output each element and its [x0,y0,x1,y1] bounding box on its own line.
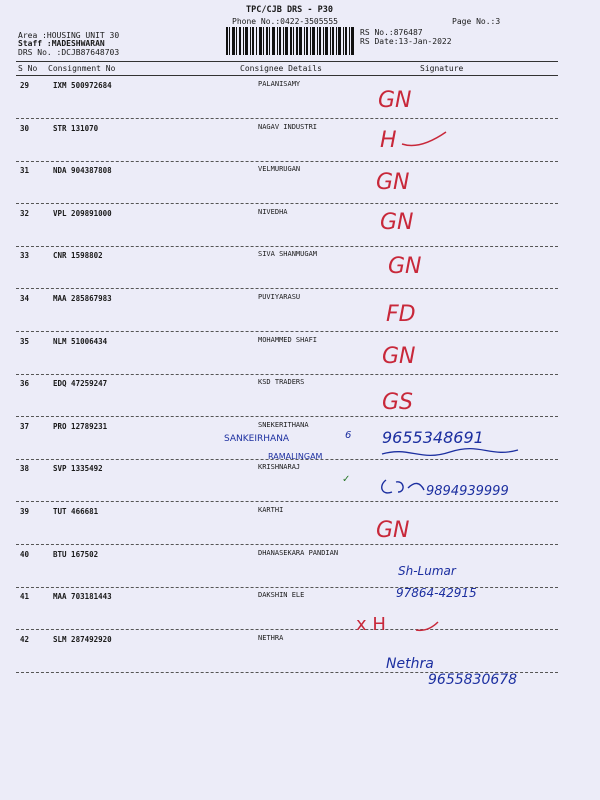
signature-row-36: GS [382,390,414,415]
row-divider [16,374,558,375]
row-sno: 32 [20,209,30,218]
row-consignee-name: SNEKERITHANA [258,421,309,429]
row-divider [16,246,558,247]
col-consignee: Consignee Details [240,64,322,73]
signature-row-32: GN [380,210,414,235]
row-consignment-no: PRO 12789231 [53,422,108,431]
row-sno: 33 [20,251,30,260]
row-consignee-name: NIVEDHA [258,208,288,216]
signature-row-31: GN [376,170,410,195]
signature-row-40: 97864-42915 [396,586,477,600]
row-sno: 36 [20,379,30,388]
signature-row-35: GN [382,344,416,369]
row-consignment-no: EDQ 47259247 [53,379,108,388]
check-mark-row-38: ✓ [342,474,351,485]
row-consignment-no: SLM 287492920 [53,635,112,644]
page-number: Page No.:3 [452,17,501,26]
row-sno: 41 [20,592,30,601]
signature-row-37: 9655348691 [382,428,484,447]
signature-row-33: GN [388,254,422,279]
row-consignment-no: STR 131070 [53,124,99,133]
phone-number: Phone No.:0422-3505555 [232,17,338,26]
row-consignment-no: IXM 500972684 [53,81,112,90]
row-sno: 34 [20,294,30,303]
row-consignee-name: KRISHNARAJ [258,463,301,471]
row-consignment-no: NLM 51006434 [53,337,108,346]
row-divider [16,587,558,588]
row-consignment-no: CNR 1598802 [53,251,103,260]
row-sno: 31 [20,166,30,175]
scribble-row-42: Nethra [386,656,434,672]
note-row-37-mark: 6 [345,430,352,441]
row-sno: 35 [20,337,30,346]
row-divider [16,161,558,162]
signature-row-38: 9894939999 [426,484,509,499]
row-consignment-no: MAA 285867983 [53,294,112,303]
row-divider [16,331,558,332]
row-consignee-name: PUVIYARASU [258,293,301,301]
row-consignment-no: SVP 1335492 [53,464,103,473]
drs-number: DRS No. :DCJB87648703 [18,48,120,57]
scribble-row-40: Sh-Lumar [398,564,456,578]
row-sno: 39 [20,507,30,516]
staff-label: Staff :MADESHWARAN [18,39,105,48]
signature-stroke-row-37 [380,446,520,462]
row-divider [16,288,558,289]
col-sno: S No [18,64,38,73]
row-consignee-name: KARTHI [258,506,284,514]
col-signature: Signature [420,64,464,73]
row-sno: 42 [20,635,30,644]
row-sno: 30 [20,124,30,133]
rs-number: RS No.:876487 [360,28,423,37]
row-divider [16,203,558,204]
row-consignment-no: BTU 167502 [53,550,99,559]
signature-row-39: GN [376,518,410,543]
document-title: TPC/CJB DRS - P30 [246,5,333,15]
row-sno: 37 [20,422,30,431]
signature-row-34: FD [386,302,416,327]
barcode-icon [226,27,354,55]
row-consignee-name: VELMURUGAN [258,165,301,173]
signature-stroke-row-41 [392,614,442,636]
row-divider [16,501,558,502]
header-bottom-rule [16,75,558,76]
row-consignment-no: VPL 209891000 [53,209,112,218]
area-label: Area :HOUSING UNIT 30 [18,31,120,40]
signature-stroke-row-38 [378,476,428,498]
col-consignment: Consignment No [48,64,116,73]
header-top-rule [16,61,558,62]
signature-row-29: GN [378,88,412,113]
row-consignee-name: SIVA SHANMUGAM [258,250,318,258]
row-divider [16,544,558,545]
row-divider [16,416,558,417]
row-consignee-name: KSD TRADERS [258,378,305,386]
row-consignment-no: TUT 466681 [53,507,99,516]
signature-row-41: x H [356,614,386,635]
row-sno: 29 [20,81,30,90]
note-row-37-line2: RAMALINGAM [268,452,323,461]
row-consignment-no: NDA 904387808 [53,166,112,175]
note-row-37-line1: SANKEIRHANA [224,434,290,444]
row-divider [16,118,558,119]
row-consignment-no: MAA 703181443 [53,592,112,601]
row-consignee-name: MOHAMMED SHAFI [258,336,318,344]
row-consignee-name: NAGAV INDUSTRI [258,123,318,131]
row-consignee-name: PALANISAMY [258,80,301,88]
signature-row-30: H [380,128,397,153]
signature-stroke-row-30 [400,130,450,154]
rs-date: RS Date:13-Jan-2022 [360,37,452,46]
row-sno: 40 [20,550,30,559]
row-sno: 38 [20,464,30,473]
row-consignee-name: DHANASEKARA PANDIAN [258,549,339,557]
signature-row-42: 9655830678 [428,672,518,688]
row-consignee-name: DAKSHIN ELE [258,591,305,599]
row-divider [16,629,558,630]
row-consignee-name: NETHRA [258,634,284,642]
